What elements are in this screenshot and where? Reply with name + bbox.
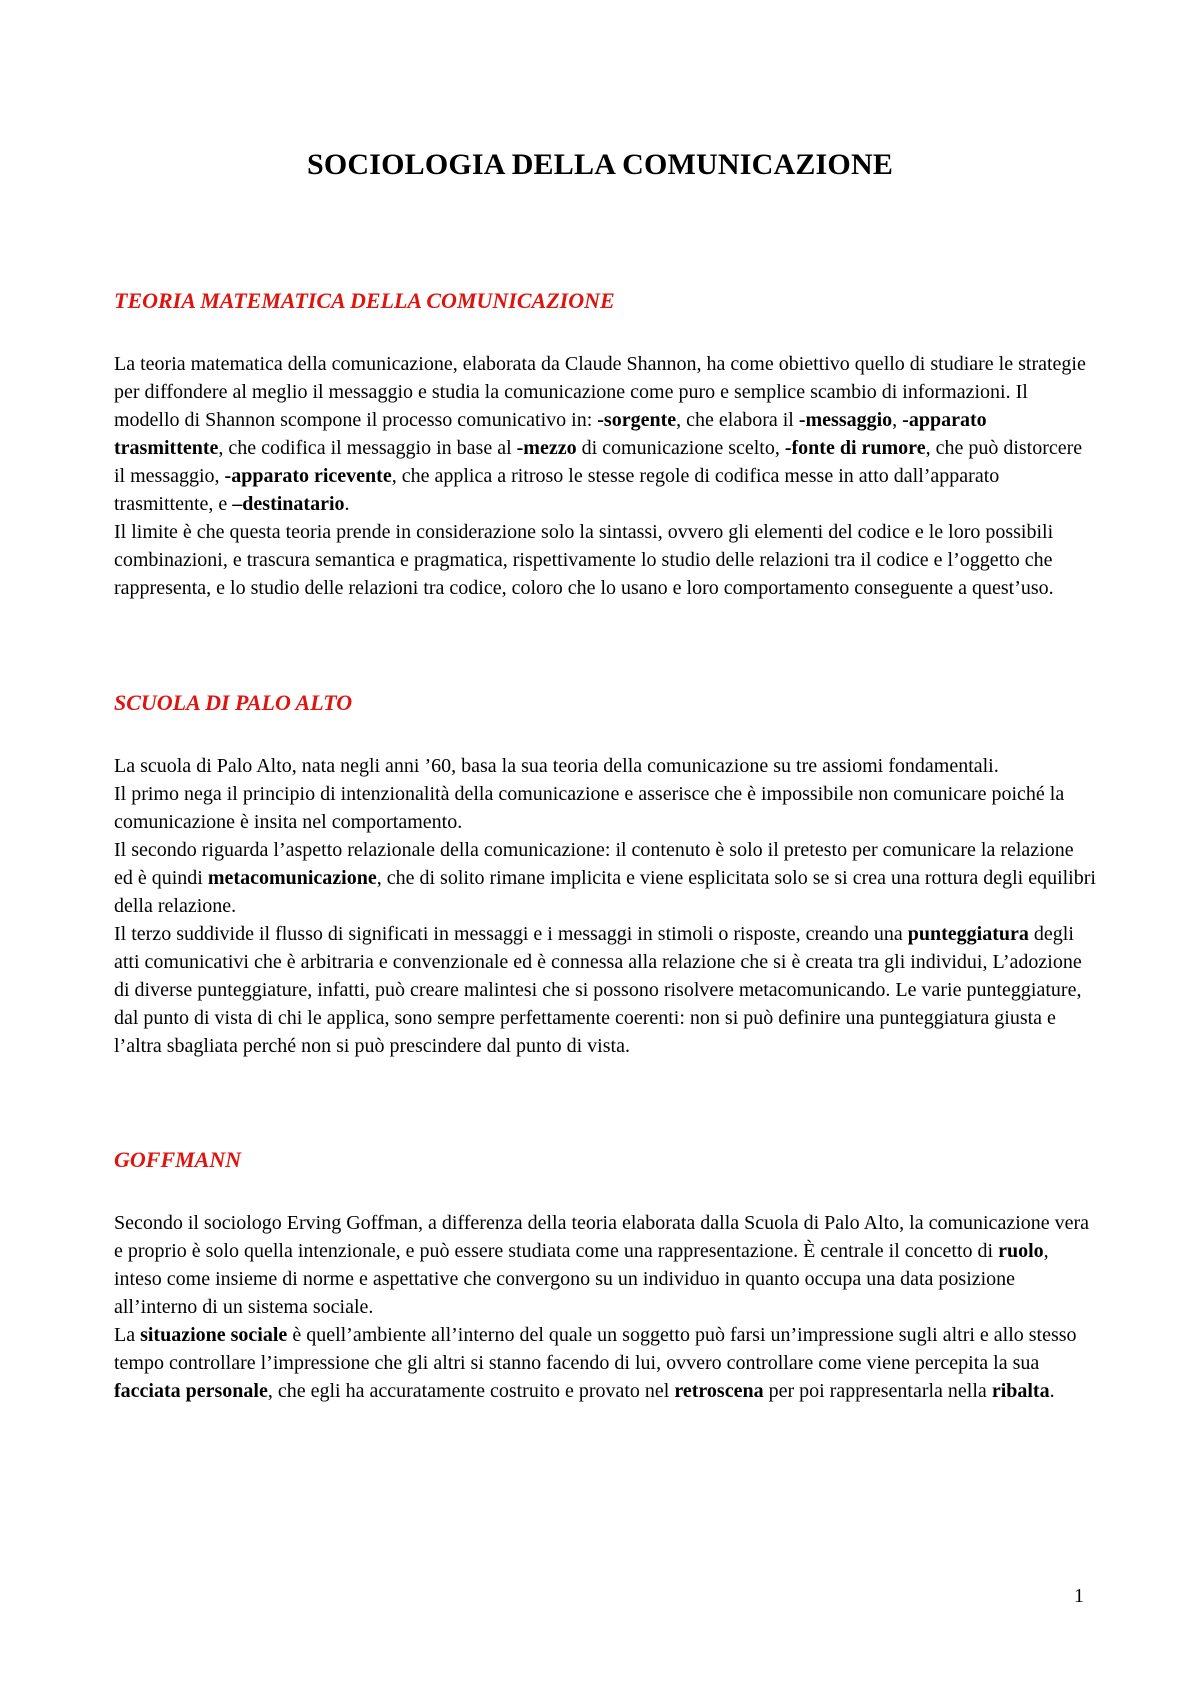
section-heading-teoria-matematica: TEORIA MATEMATICA DELLA COMUNICAZIONE [114, 288, 615, 313]
paragraph: La teoria matematica della comunicazione, elaborata da Claude Shannon, ha come obiettivo quello di studiare le strategie per diffondere al meglio il messaggio e studia la comunicazione come puro e semplice scambio di informazioni. Il modello di Shannon scompone il processo comunicativo in: -sorgente, che elabora il -messaggio, -apparato trasmittente, che codifica il messaggio in base al -mezzo di comunicazione scelto, -fonte di rumore, che può distorcere il messaggio, -apparato ricevente, che applica a ritroso le stesse regole di codifica messe in atto dall’apparato trasmittente, e –destinatario. [114, 353, 1086, 515]
document-title: SOCIOLOGIA DELLA COMUNICAZIONE [306, 148, 894, 181]
key-term: ruolo [998, 1240, 1044, 1262]
paragraph: Secondo il sociologo Erving Goffman, a differenza della teoria elaborata dalla Scuola di Palo Alto, la comunicazione vera e proprio è solo quella intenzionale, e può essere studiata come una rappresentazione. È centrale il concetto di ruolo, inteso come insieme di norme e aspettative che convergono su un individuo in quanto occupa una data posizione all’interno di un sistema sociale. [114, 1212, 1090, 1318]
paragraph: Il limite è che questa teoria prende in considerazione solo la sintassi, ovvero gli elementi del codice e le loro possibili combinazioni, e trascura semantica e pragmatica, rispettivamente lo studio delle relazioni tra il codice e l’oggetto che rappresenta, e lo studio delle relazioni tra codice, coloro che lo usano e loro comportamento conseguente a quest’uso. [114, 521, 1054, 599]
paragraph: Il primo nega il principio di intenzionalità della comunicazione e asserisce che è impossibile non comunicare poiché la comunicazione è insita nel comportamento. [114, 783, 1065, 833]
paragraph: Il terzo suddivide il flusso di significati in messaggi e i messaggi in stimoli o risposte, creando una punteggiatura degli atti comunicativi che è arbitraria e convenzionale ed è connessa alla relazione che si è creata tra gli individui, L’adozione di diverse punteggiature, infatti, può creare malintesi che si possono risolvere metacomunicando. Le varie punteggiature, dal punto di vista di chi le applica, sono sempre perfettamente coerenti: non si può definire una punteggiatura giusta e l’altra sbagliata perché non si può prescindere dal punto di vista. [114, 923, 1082, 1057]
section-body-palo-alto [114, 752, 1096, 1060]
key-term: situazione sociale [140, 1324, 288, 1346]
key-term: -apparato ricevente [224, 465, 392, 487]
key-term: -fonte di rumore [784, 437, 926, 459]
key-term: -messaggio [798, 409, 893, 431]
key-term: -apparato trasmittente [114, 409, 987, 459]
key-term: -sorgente [597, 409, 677, 431]
key-term: ribalta [991, 1380, 1050, 1402]
paragraph: La scuola di Palo Alto, nata negli anni ’60, basa la sua teoria della comunicazione su tre assiomi fondamentali. [114, 755, 999, 777]
key-term: -mezzo [516, 437, 577, 459]
key-term: metacomunicazione [207, 867, 377, 889]
page-number: 1 [1074, 1585, 1084, 1607]
section-body-teoria-matematica [114, 350, 1096, 602]
key-term: retroscena [674, 1380, 764, 1402]
key-term: facciata personale [114, 1380, 268, 1402]
key-term: punteggiatura [907, 923, 1029, 945]
paragraph: Il secondo riguarda l’aspetto relazionale della comunicazione: il contenuto è solo il pretesto per comunicare la relazione ed è quindi metacomunicazione, che di solito rimane implicita e viene esplicitata solo se si crea una rottura degli equilibri della relazione. [114, 839, 1096, 917]
section-heading-goffmann: GOFFMANN [114, 1147, 242, 1172]
paragraph: La situazione sociale è quell’ambiente all’interno del quale un soggetto può farsi un’impressione sugli altri e allo stesso tempo controllare l’impressione che gli altri si stanno facendo di lui, ovvero controllare come viene percepita la sua facciata personale, che egli ha accuratamente costruito e provato nel retroscena per poi rappresentarla nella ribalta. [114, 1324, 1077, 1402]
key-term: –destinatario [232, 493, 345, 515]
section-heading-palo-alto: SCUOLA DI PALO ALTO [114, 690, 353, 715]
section-body-goffmann [114, 1209, 1096, 1405]
